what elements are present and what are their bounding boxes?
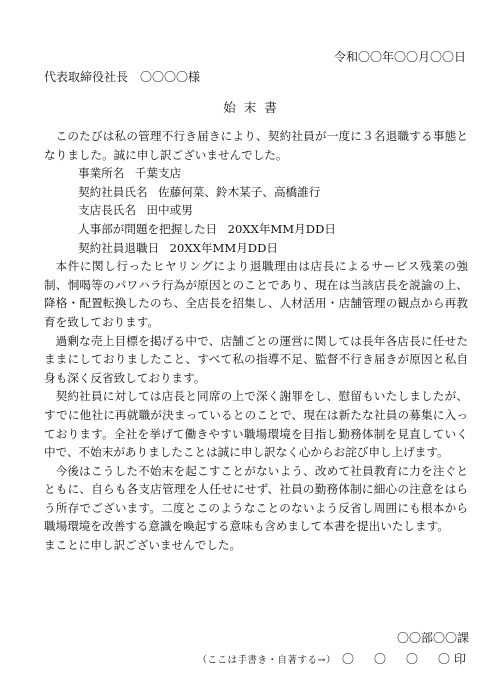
signature-row (198, 652, 470, 668)
detail-label: 人事部が問題を把握した日 (78, 221, 218, 236)
intro-paragraph: このたびは私の管理不行き届きにより、契約社員が一度に３名退職する事態となりました。誠に申し訳ございませんでした。 (44, 129, 468, 162)
paragraph-prevention: 今後はこうした不始末を起こすことがないよう、改めて社員教育に力を注ぐとともに、自らも各支店管理を人任せにせず、社員の勤務体制に細心の注意をはらう所存でございます。二度とこのようなことのないよう反省し周囲にも根本から職場環境を改善する意識を喚起する意味も含めまして本書を提出いたします。 (44, 463, 468, 534)
detail-value: 千葉支店 (134, 166, 182, 181)
detail-value: 佐藤何菜、鈴木某子、高橋誰行 (158, 184, 321, 199)
document-date: 令和〇〇年〇〇月〇〇日 (333, 50, 466, 64)
document-title: 始末書 (223, 100, 285, 115)
detail-hr-date (44, 220, 468, 239)
paragraph-apology: 契約社員に対しては店長と同席の上で深く謝罪をし、慰留もいたしましたが、すでに他社に再就職が決まっているとのことで、現在は新たな社員の募集に入っております。全社を挙げて働きやすい職場環境を目指し勤務体制を見直していく中で、不始末がありましたことは誠に申し訳なく心からお詫び申し上げます。 (44, 389, 468, 460)
closing-line: まことに申し訳ございませんでした。 (44, 538, 242, 553)
detail-value: 20XX年MM月DD日 (169, 240, 278, 255)
detail-label: 事業所名 (78, 166, 125, 181)
detail-branch-manager (44, 201, 468, 220)
paragraph-reflection: 過剰な売上目標を掲げる中で、店舗ごとの運営に関しては長年各店長に任せたままにしておりましたこと、すべて私の指導不足、監督不行き届きが原因と私自身も深く反省致しております。 (44, 333, 468, 385)
addressee: 代表取締役社長 〇〇〇〇様 (44, 70, 201, 84)
detail-value: 20XX年MM月DD日 (227, 221, 336, 236)
detail-label: 支店長氏名 (78, 203, 136, 218)
detail-value: 田中或男 (146, 203, 193, 218)
signature-note: （ここは手書き・自著する→） (197, 655, 336, 666)
department-name: 〇〇部〇〇課 (396, 631, 469, 645)
document-body (44, 127, 468, 555)
detail-label: 契約社員退職日 (78, 240, 160, 255)
detail-office (44, 164, 468, 183)
paragraph-investigation: 本件に関し行ったヒヤリングにより退職理由は店長によるサービス残業の強制、恫喝等のパワハラ行為が原因とのことであり、現在は当該店長を説諭の上、降格・配置転換したのち、全店長を招集し、人材活用・店舗管理の観点から再教育を致しております。 (44, 259, 468, 329)
incident-details (44, 164, 468, 257)
detail-label: 契約社員氏名 (78, 184, 148, 199)
detail-retirement-date (44, 239, 468, 258)
detail-employees (44, 183, 468, 202)
signature-name: 〇 〇 〇 〇印 (341, 652, 470, 666)
